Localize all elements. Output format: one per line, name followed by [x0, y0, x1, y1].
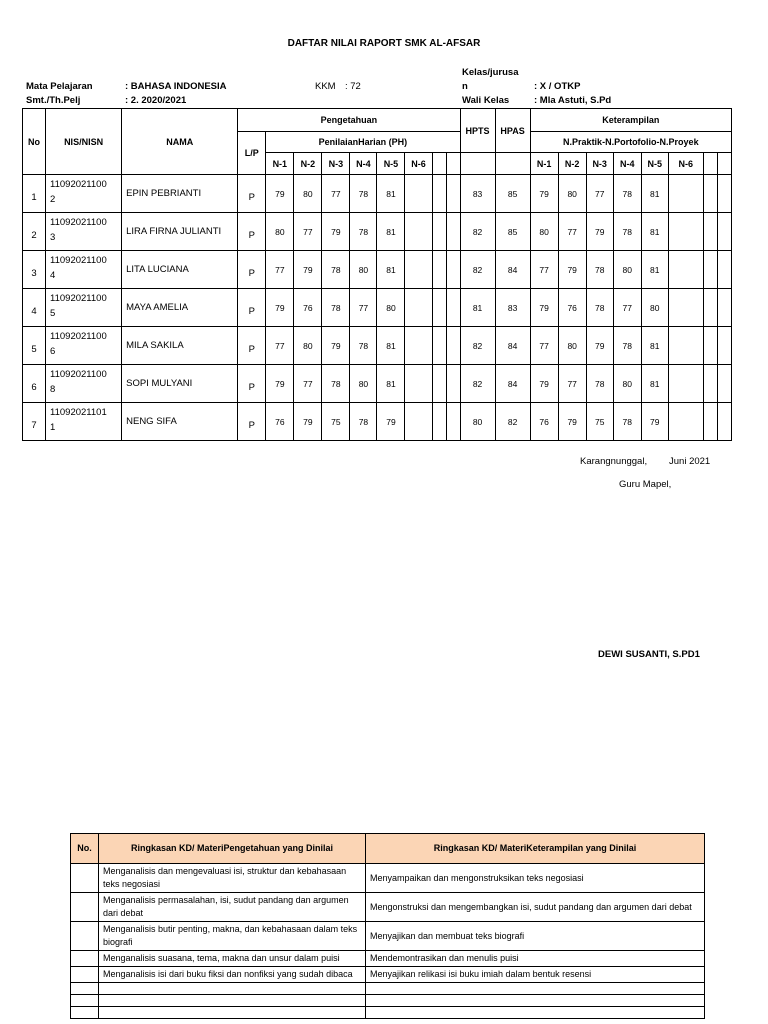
ket-value	[703, 365, 717, 403]
row-nama: EPIN PEBRIANTI	[122, 175, 238, 213]
ket-value: 81	[641, 175, 668, 213]
kd-row	[71, 951, 705, 967]
kd-keterampilan: Menyajikan dan membuat teks biografi	[366, 922, 705, 951]
nis-line-1: 11092021101	[50, 407, 107, 418]
header-nis: NIS/NISN	[46, 109, 122, 175]
ket-value: 80	[641, 289, 668, 327]
row-lp: P	[238, 251, 266, 289]
nis-line-1: 11092021100	[50, 217, 107, 228]
ph-value: 79	[322, 327, 350, 365]
ph-value: 79	[294, 403, 322, 441]
hpts-value: 81	[460, 289, 495, 327]
kd-pengetahuan: Menganalisis suasana, tema, makna dan unsur dalam puisi	[99, 951, 366, 967]
header-ket-sub: N.Praktik-N.Portofolio-N.Proyek	[530, 132, 731, 153]
kd-row	[71, 922, 705, 951]
student-row	[23, 365, 732, 403]
row-lp: P	[238, 327, 266, 365]
ket-value	[668, 251, 703, 289]
ph-value: 77	[322, 175, 350, 213]
header-nama: NAMA	[122, 109, 238, 175]
mapel-value: : BAHASA INDONESIA	[125, 81, 227, 92]
header-ph-n1: N-1	[266, 153, 294, 175]
kd-body	[71, 864, 705, 1019]
ket-value	[703, 327, 717, 365]
row-nama: LITA LUCIANA	[122, 251, 238, 289]
ph-value	[405, 403, 432, 441]
ket-value: 79	[586, 327, 613, 365]
ket-value: 78	[586, 365, 613, 403]
ph-value	[432, 251, 446, 289]
ket-value	[703, 289, 717, 327]
header-no: No	[23, 109, 46, 175]
ph-value: 81	[377, 213, 405, 251]
nis-line-1: 11092021100	[50, 369, 107, 380]
ph-value	[446, 327, 460, 365]
hpts-value: 83	[460, 175, 495, 213]
row-nama: LIRA FIRNA JULIANTI	[122, 213, 238, 251]
student-row	[23, 175, 732, 213]
ket-value: 79	[558, 403, 586, 441]
ph-value: 77	[266, 327, 294, 365]
ket-value: 76	[558, 289, 586, 327]
header-hpts: HPTS	[460, 109, 495, 153]
kelas-value: : X / OTKP	[534, 81, 581, 92]
ket-value: 79	[641, 403, 668, 441]
hpts-value: 80	[460, 403, 495, 441]
header-ket-blank	[717, 153, 731, 175]
kd-keterampilan: Mengonstruksi dan mengembangkan isi, sudut pandang dan argumen dari debat	[366, 893, 705, 922]
ket-value: 81	[641, 365, 668, 403]
row-no: 3	[23, 251, 46, 289]
ket-value	[668, 403, 703, 441]
ph-value: 79	[266, 175, 294, 213]
row-nama: SOPI MULYANI	[122, 365, 238, 403]
ph-value: 80	[266, 213, 294, 251]
ph-value: 77	[350, 289, 377, 327]
ph-value	[405, 289, 432, 327]
header-ph-blank	[432, 153, 446, 175]
ph-value: 81	[377, 365, 405, 403]
ph-value: 78	[322, 289, 350, 327]
row-nis	[46, 251, 122, 289]
ket-value: 77	[558, 213, 586, 251]
ph-value	[432, 289, 446, 327]
ket-value: 80	[558, 175, 586, 213]
kd-no	[71, 951, 99, 967]
ph-value	[432, 175, 446, 213]
row-nama: MILA SAKILA	[122, 327, 238, 365]
kd-empty-cell	[71, 1007, 99, 1019]
kd-empty-cell	[366, 983, 705, 995]
ket-value: 80	[558, 327, 586, 365]
wali-label: Wali Kelas	[462, 95, 510, 106]
row-nis	[46, 403, 122, 441]
hpas-value: 84	[495, 251, 530, 289]
ket-value: 81	[641, 213, 668, 251]
header-hpas: HPAS	[495, 109, 530, 153]
ket-value: 78	[613, 403, 641, 441]
ket-value	[703, 175, 717, 213]
row-nis	[46, 327, 122, 365]
row-no: 6	[23, 365, 46, 403]
ket-value	[717, 327, 731, 365]
kd-empty-cell	[71, 983, 99, 995]
ket-value: 77	[586, 175, 613, 213]
ph-value: 75	[322, 403, 350, 441]
row-no: 2	[23, 213, 46, 251]
ket-value	[703, 251, 717, 289]
ph-value: 81	[377, 327, 405, 365]
header-lp: L/P	[238, 132, 266, 175]
ph-value: 79	[322, 213, 350, 251]
grades-body	[23, 175, 732, 441]
kd-no	[71, 893, 99, 922]
nis-line-2: 2	[50, 194, 56, 205]
header-ket-n5: N-5	[641, 153, 668, 175]
ket-value	[717, 403, 731, 441]
ph-value	[446, 175, 460, 213]
header-ket-n4: N-4	[613, 153, 641, 175]
ket-value	[703, 213, 717, 251]
ket-value: 76	[530, 403, 558, 441]
ket-value	[717, 365, 731, 403]
ket-value	[717, 289, 731, 327]
row-nis	[46, 175, 122, 213]
ph-value: 80	[350, 251, 377, 289]
kd-row	[71, 864, 705, 893]
ket-value	[668, 289, 703, 327]
ph-value: 80	[377, 289, 405, 327]
ph-value	[405, 175, 432, 213]
ket-value	[717, 175, 731, 213]
header-hpas-blank	[495, 153, 530, 175]
nis-line-2: 4	[50, 270, 56, 281]
ph-value: 78	[350, 327, 377, 365]
ph-value	[405, 251, 432, 289]
ket-value: 79	[530, 175, 558, 213]
header-ket-n1: N-1	[530, 153, 558, 175]
header-ph-n3: N-3	[322, 153, 350, 175]
header-hpts-blank	[460, 153, 495, 175]
kd-pengetahuan: Menganalisis isi dari buku fiksi dan nonfiksi yang sudah dibaca	[99, 967, 366, 983]
ph-value	[432, 213, 446, 251]
kd-no	[71, 864, 99, 893]
nis-line-2: 8	[50, 384, 56, 395]
hpts-value: 82	[460, 365, 495, 403]
ph-value: 76	[266, 403, 294, 441]
ket-value	[668, 175, 703, 213]
kd-keterampilan: Mendemontrasikan dan menulis puisi	[366, 951, 705, 967]
ph-value	[405, 365, 432, 403]
hpts-value: 82	[460, 327, 495, 365]
ph-value: 78	[322, 365, 350, 403]
ket-value: 80	[613, 251, 641, 289]
nis-line-1: 11092021100	[50, 255, 107, 266]
ket-value: 78	[613, 327, 641, 365]
ket-value: 78	[613, 213, 641, 251]
ket-value	[717, 251, 731, 289]
smt-value: : 2. 2020/2021	[125, 95, 187, 106]
ph-value: 79	[294, 251, 322, 289]
mapel-label: Mata Pelajaran	[26, 81, 93, 92]
ket-value: 78	[613, 175, 641, 213]
kd-empty-row	[71, 983, 705, 995]
header-ph-n5: N-5	[377, 153, 405, 175]
nis-line-1: 11092021100	[50, 293, 107, 304]
ket-value	[717, 213, 731, 251]
kd-header-pengetahuan: Ringkasan KD/ MateriPengetahuan yang Dinilai	[99, 834, 366, 864]
kd-empty-cell	[71, 995, 99, 1007]
header-ket-n3: N-3	[586, 153, 613, 175]
ph-value	[432, 327, 446, 365]
header-ph-n6: N-6	[405, 153, 432, 175]
kd-empty-cell	[99, 995, 366, 1007]
header-ph-n2: N-2	[294, 153, 322, 175]
kd-summary-table	[70, 833, 705, 1019]
ket-value: 81	[641, 327, 668, 365]
ph-value: 78	[350, 213, 377, 251]
kkm-value: : 72	[345, 81, 361, 92]
ph-value: 78	[322, 251, 350, 289]
nis-line-1: 11092021100	[50, 331, 107, 342]
header-ph-n4: N-4	[350, 153, 377, 175]
wali-value: : Mla Astuti, S.Pd	[534, 95, 612, 106]
ph-value	[405, 327, 432, 365]
ket-value: 75	[586, 403, 613, 441]
student-row	[23, 251, 732, 289]
kd-pengetahuan: Menganalisis dan mengevaluasi isi, struktur dan kebahasaan teks negosiasi	[99, 864, 366, 893]
kd-keterampilan: Menyajikan relikasi isi buku imiah dalam bentuk resensi	[366, 967, 705, 983]
kd-row	[71, 893, 705, 922]
ph-value: 81	[377, 175, 405, 213]
ket-value	[668, 213, 703, 251]
ket-value: 79	[530, 289, 558, 327]
nis-line-2: 6	[50, 346, 56, 357]
smt-label: Smt./Th.Pelj	[26, 95, 81, 106]
ph-value: 80	[294, 327, 322, 365]
kd-no	[71, 967, 99, 983]
student-row	[23, 289, 732, 327]
header-ph: PenilaianHarian (PH)	[266, 132, 460, 153]
document-title: DAFTAR NILAI RAPORT SMK AL-AFSAR	[287, 38, 481, 49]
kd-header-keterampilan: Ringkasan KD/ MateriKeterampilan yang Dinilai	[366, 834, 705, 864]
ph-value: 78	[350, 175, 377, 213]
ket-value: 81	[641, 251, 668, 289]
ket-value: 77	[530, 251, 558, 289]
ph-value: 78	[350, 403, 377, 441]
ket-value: 79	[586, 213, 613, 251]
ph-value	[446, 365, 460, 403]
kd-header-no: No.	[71, 834, 99, 864]
kd-keterampilan: Menyampaikan dan mengonstruksikan teks negosiasi	[366, 864, 705, 893]
ph-value: 80	[350, 365, 377, 403]
row-no: 7	[23, 403, 46, 441]
signature-role: Guru Mapel,	[619, 479, 672, 490]
kd-empty-row	[71, 1007, 705, 1019]
ph-value	[446, 403, 460, 441]
row-no: 4	[23, 289, 46, 327]
kd-empty-cell	[99, 1007, 366, 1019]
row-nis	[46, 365, 122, 403]
ket-value	[703, 403, 717, 441]
ph-value: 77	[294, 365, 322, 403]
ph-value: 79	[266, 365, 294, 403]
ph-value	[432, 403, 446, 441]
ph-value: 81	[377, 251, 405, 289]
ph-value	[446, 251, 460, 289]
row-lp: P	[238, 175, 266, 213]
row-lp: P	[238, 365, 266, 403]
grades-table	[22, 108, 732, 441]
kd-pengetahuan: Menganalisis butir penting, makna, dan kebahasaan dalam teks biografi	[99, 922, 366, 951]
ph-value	[405, 213, 432, 251]
kelas-label-cont: n	[462, 81, 468, 92]
nis-line-2: 3	[50, 232, 56, 243]
ket-value	[668, 365, 703, 403]
ph-value: 80	[294, 175, 322, 213]
kd-empty-cell	[99, 983, 366, 995]
kd-empty-row	[71, 995, 705, 1007]
row-lp: P	[238, 289, 266, 327]
row-nis	[46, 289, 122, 327]
ket-value: 77	[530, 327, 558, 365]
kd-empty-cell	[366, 1007, 705, 1019]
signature-date: Juni 2021	[669, 456, 711, 467]
header-ph-blank	[446, 153, 460, 175]
kd-empty-cell	[366, 995, 705, 1007]
kd-no	[71, 922, 99, 951]
hpas-value: 85	[495, 175, 530, 213]
kd-pengetahuan: Menganalisis permasalahan, isi, sudut pandang dan argumen dari debat	[99, 893, 366, 922]
row-lp: P	[238, 213, 266, 251]
row-no: 5	[23, 327, 46, 365]
ph-value: 79	[377, 403, 405, 441]
row-nama: MAYA AMELIA	[122, 289, 238, 327]
nis-line-1: 11092021100	[50, 179, 107, 190]
header-ket-n6: N-6	[668, 153, 703, 175]
ket-value: 79	[530, 365, 558, 403]
ket-value: 78	[586, 289, 613, 327]
header-ket-n2: N-2	[558, 153, 586, 175]
ph-value: 76	[294, 289, 322, 327]
student-row	[23, 327, 732, 365]
ph-value: 79	[266, 289, 294, 327]
hpas-value: 85	[495, 213, 530, 251]
ph-value: 77	[266, 251, 294, 289]
hpas-value: 84	[495, 365, 530, 403]
nis-line-2: 5	[50, 308, 56, 319]
kd-row	[71, 967, 705, 983]
ph-value	[432, 365, 446, 403]
kelas-label: Kelas/jurusa	[462, 67, 519, 78]
ph-value	[446, 213, 460, 251]
row-nama: NENG SIFA	[122, 403, 238, 441]
header-keterampilan: Keterampilan	[530, 109, 731, 132]
signature-name: DEWI SUSANTI, S.PD1	[598, 649, 700, 660]
student-row	[23, 213, 732, 251]
row-lp: P	[238, 403, 266, 441]
ket-value: 79	[558, 251, 586, 289]
ph-value: 77	[294, 213, 322, 251]
ket-value: 77	[558, 365, 586, 403]
ket-value: 80	[530, 213, 558, 251]
hpas-value: 84	[495, 327, 530, 365]
row-nis	[46, 213, 122, 251]
hpas-value: 83	[495, 289, 530, 327]
ket-value: 77	[613, 289, 641, 327]
kkm-label: KKM	[315, 81, 336, 92]
row-no: 1	[23, 175, 46, 213]
nis-line-2: 1	[50, 422, 56, 433]
hpts-value: 82	[460, 213, 495, 251]
ket-value	[668, 327, 703, 365]
header-pengetahuan: Pengetahuan	[238, 109, 460, 132]
ket-value: 80	[613, 365, 641, 403]
student-row	[23, 403, 732, 441]
hpas-value: 82	[495, 403, 530, 441]
hpts-value: 82	[460, 251, 495, 289]
ph-value	[446, 289, 460, 327]
ket-value: 78	[586, 251, 613, 289]
header-ket-blank	[703, 153, 717, 175]
signature-place: Karangnunggal,	[580, 456, 648, 467]
